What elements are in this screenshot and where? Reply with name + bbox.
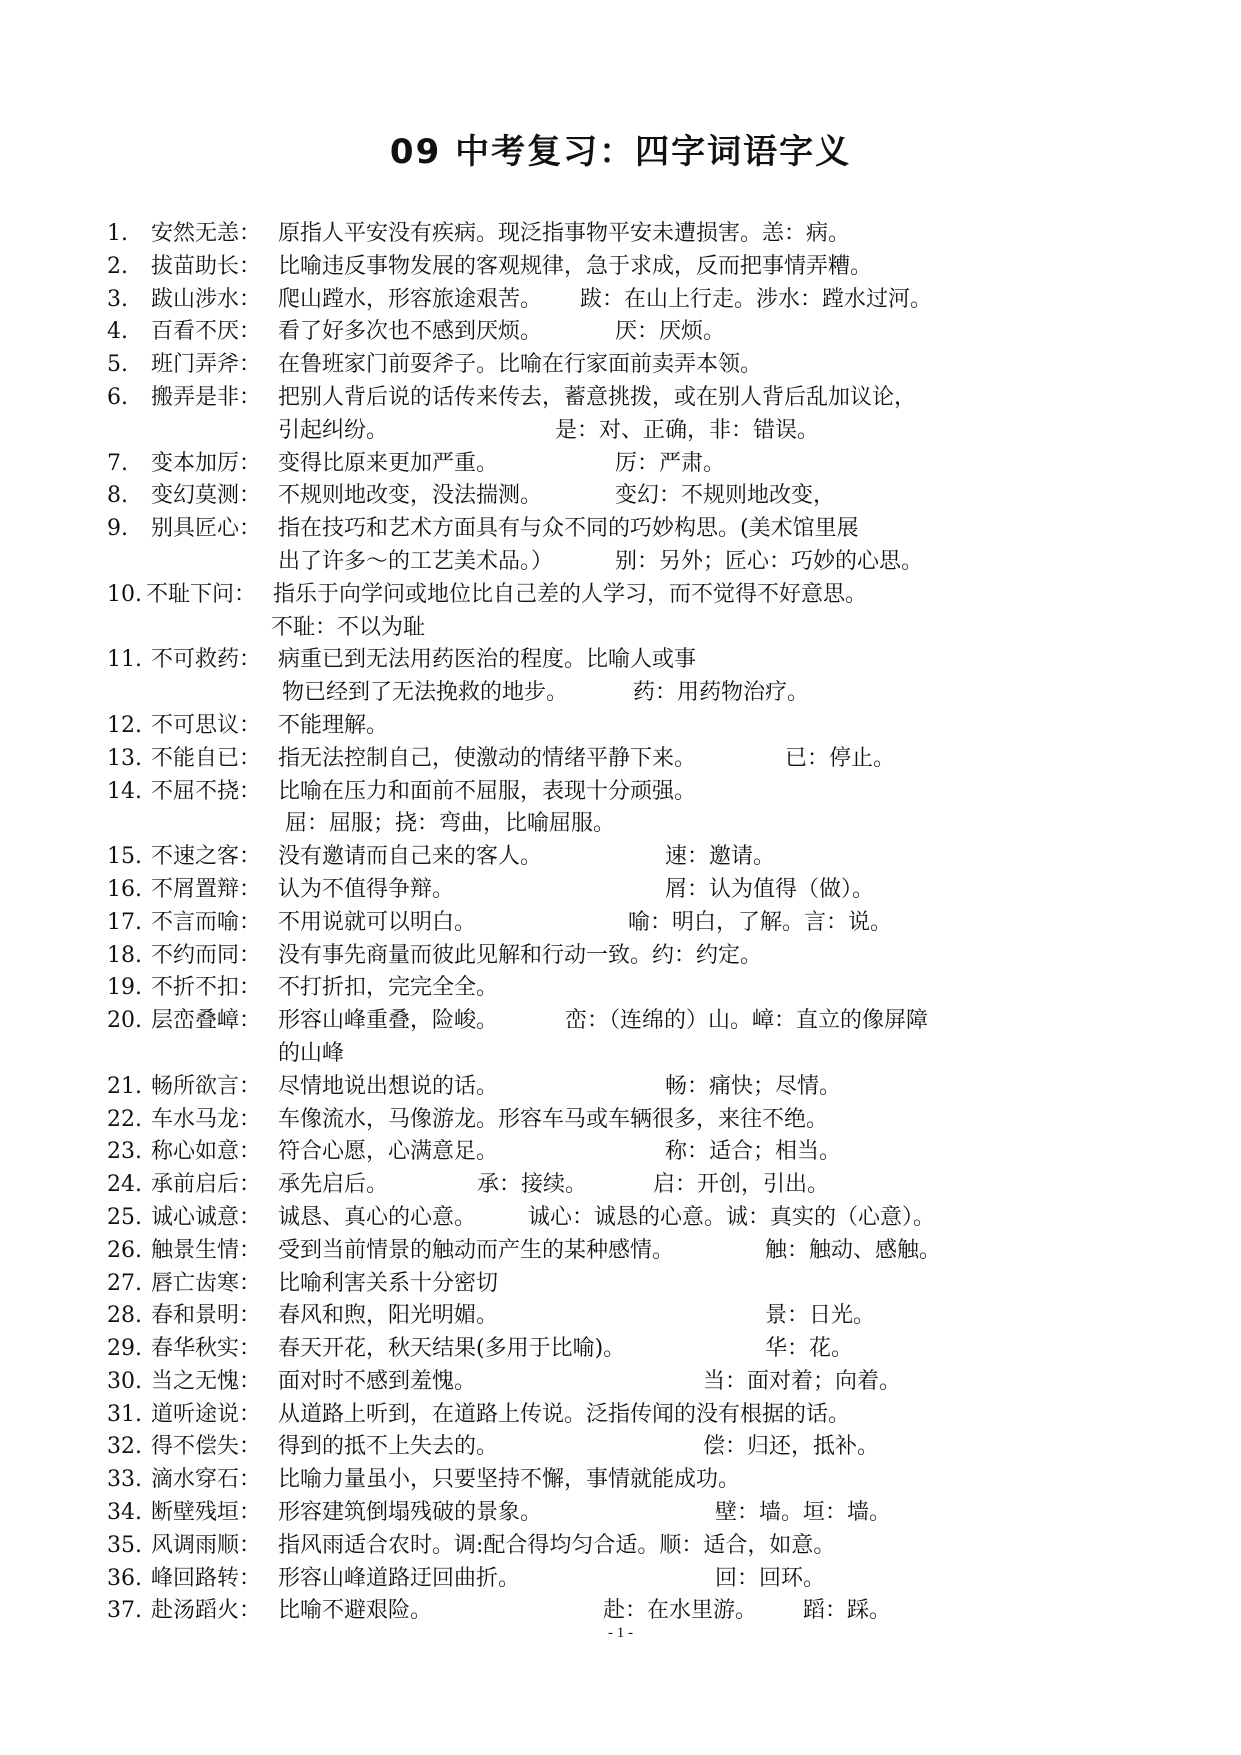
page-number: - 1 - [608, 1625, 633, 1641]
entry-term: 风调雨顺： [151, 1532, 262, 1558]
list-item [0, 1464, 1241, 1497]
list-item [0, 1136, 1241, 1169]
entry-number: 19. [107, 975, 142, 1001]
entry-note: 变幻：不规则地改变， [615, 483, 836, 509]
entry-definition: 比喻在压力和面前不屈服，表现十分顽强。 [278, 778, 697, 804]
entry-definition: 比喻不避艰险。 [278, 1598, 433, 1624]
entry-number: 17. [107, 909, 142, 935]
entry-number: 34. [107, 1500, 142, 1526]
entry-definition-continued: 屈：屈服；挠：弯曲，比喻屈服。 [285, 811, 616, 837]
entry-note: 药：用药物治疗。 [633, 680, 810, 706]
list-item [0, 251, 1241, 284]
list-item [0, 907, 1241, 940]
page-title: 09 中考复习：四字词语字义 [389, 132, 852, 172]
entry-definition: 不规则地改变，没法揣测。 [278, 483, 543, 509]
entry-definition: 不能理解。 [278, 712, 389, 738]
entry-definition: 诚恳、真心的心意。 [278, 1204, 477, 1230]
entry-term: 唇亡齿寒： [151, 1270, 262, 1296]
list-item [0, 316, 1241, 349]
entry-number: 10. [107, 581, 142, 607]
list-item [0, 1399, 1241, 1432]
entry-definition: 符合心愿，心满意足。 [278, 1139, 499, 1165]
entry-number: 7. [107, 450, 128, 476]
list-item [0, 513, 1241, 546]
list-item [0, 743, 1241, 776]
entry-number: 20. [107, 1008, 142, 1034]
entry-definition-continued: 的山峰 [278, 1040, 345, 1066]
entry-term [151, 218, 261, 251]
entry-definition: 从道路上听到，在道路上传说。泛指传闻的没有根据的话。 [278, 1401, 851, 1427]
entry-note: 峦：（连绵的）山。嶂：直立的像屏障 [565, 1008, 929, 1034]
list-item [0, 448, 1241, 481]
entry-definition: 形容建筑倒塌残破的景象。 [278, 1500, 543, 1526]
entry-note: 速：邀请。 [665, 844, 776, 870]
entry-term: 道听途说： [151, 1401, 262, 1427]
entry-number: 26. [107, 1237, 142, 1263]
entry-number: 14. [107, 778, 142, 804]
list-item [0, 1497, 1241, 1530]
entry-note: 华：花。 [765, 1336, 854, 1362]
list-item [0, 1202, 1241, 1235]
entry-definition: 形容山峰重叠，险峻。 [278, 1008, 499, 1034]
entry-definition: 比喻违反事物发展的客观规律，急于求成，反而把事情弄糟。 [278, 253, 873, 279]
entry-note: 触：触动、感触。 [765, 1237, 942, 1263]
list-item [0, 218, 1241, 251]
entry-note: 厉：严肃。 [615, 450, 726, 476]
entry-definition-continued: 物已经到了无法挽救的地步。 [282, 680, 569, 706]
entry-definition: 受到当前情景的触动而产生的某种感情。 [278, 1237, 675, 1263]
entry-definition: 指风雨适合农时。调:配合得均匀合适。顺：适合，如意。 [278, 1532, 836, 1558]
list-item [0, 1268, 1241, 1301]
entry-number: 5. [107, 352, 128, 378]
list-item [0, 284, 1241, 317]
list-item-continuation [0, 546, 1241, 579]
entry-term: 断壁残垣： [151, 1500, 262, 1526]
list-item-continuation [0, 808, 1241, 841]
entry-number: 21. [107, 1073, 142, 1099]
list-item [0, 1169, 1241, 1202]
list-item [0, 1366, 1241, 1399]
entry-note: 承：接续。 [477, 1172, 588, 1198]
entry-term: 春华秋实： [151, 1336, 262, 1362]
list-item [0, 1563, 1241, 1596]
entry-number: 31. [107, 1401, 142, 1427]
entry-definition: 认为不值得争辩。 [278, 876, 455, 902]
entry-note: 赴：在水里游。 [603, 1598, 758, 1624]
entry-number: 33. [107, 1467, 142, 1493]
entry-definition: 承先启后。 [278, 1172, 389, 1198]
list-item [0, 1595, 1241, 1628]
list-item [0, 1333, 1241, 1366]
entry-definition: 原指人平安没有疾病。现泛指事物平安未遭损害。恙：病。 [278, 221, 851, 246]
entry-number: 15. [107, 844, 142, 870]
entry-number: 35. [107, 1532, 142, 1558]
entry-definition: 没有事先商量而彼此见解和行动一致。约：约定。 [278, 942, 763, 968]
entry-note: 壁：墙。垣：墙。 [715, 1500, 892, 1526]
entry-number: 24. [107, 1172, 142, 1198]
entry-note: 景：日光。 [765, 1303, 876, 1329]
entry-number: 32. [107, 1434, 142, 1460]
entry-term: 当之无愧： [151, 1368, 262, 1394]
list-item [0, 1071, 1241, 1104]
entry-definition: 比喻力量虽小，只要坚持不懈，事情就能成功。 [278, 1467, 741, 1493]
entry-definition: 面对时不感到羞愧。 [278, 1368, 477, 1394]
entry-term: 不言而喻： [151, 909, 262, 935]
entry-number: 27. [107, 1270, 142, 1296]
entry-term: 触景生情： [151, 1237, 262, 1263]
entry-note: 称：适合；相当。 [665, 1139, 842, 1165]
list-item [0, 1431, 1241, 1464]
entry-term: 不速之客： [151, 844, 262, 870]
list-item-continuation [0, 612, 1241, 645]
entry-number: 28. [107, 1303, 142, 1329]
entry-term: 不耻下问： [146, 581, 257, 607]
entry-term: 得不偿失： [151, 1434, 262, 1460]
entry-number: 13. [107, 745, 142, 771]
entry-note: 跋：在山上行走。涉水：蹚水过河。 [580, 286, 933, 312]
entry-definition: 在鲁班家门前耍斧子。比喻在行家面前卖弄本领。 [278, 352, 763, 378]
list-item-continuation [0, 415, 1241, 448]
entry-note: 当：面对着；向着。 [703, 1368, 902, 1394]
entry-definition: 看了好多次也不感到厌烦。 [278, 319, 543, 345]
entry-number: 12. [107, 712, 142, 738]
entry-definition: 车像流水，马像游龙。形容车马或车辆很多，来往不绝。 [278, 1106, 829, 1132]
entry-definition-continued: 出了许多～的工艺美术品。） [278, 548, 554, 574]
list-item [0, 1235, 1241, 1268]
list-item [0, 349, 1241, 382]
entry-term: 变本加厉： [151, 450, 262, 476]
entry-term: 不折不扣： [151, 975, 262, 1001]
entry-number: 8. [107, 483, 128, 509]
entry-note-2: 启：开创，引出。 [653, 1172, 830, 1198]
entry-number: 9. [107, 516, 128, 542]
entry-definition: 变得比原来更加严重。 [278, 450, 499, 476]
entry-note: 诚心：诚恳的心意。诚：真实的（心意）。 [528, 1204, 936, 1230]
entry-note: 偿：归还，抵补。 [703, 1434, 880, 1460]
entry-note: 回：回环。 [715, 1565, 826, 1591]
list-item [0, 644, 1241, 677]
entry-note: 是：对、正确，非：错误。 [555, 417, 820, 443]
entry-definition-continued: 不耻：不以为耻 [271, 614, 426, 640]
entry-definition: 春天开花，秋天结果(多用于比喻)。 [278, 1336, 626, 1362]
entry-definition: 得到的抵不上失去的。 [278, 1434, 499, 1460]
entry-term: 滴水穿石： [151, 1467, 262, 1493]
entry-term: 班门弄斧： [151, 352, 262, 378]
entry-term: 不能自已： [151, 745, 262, 771]
entry-number: 29. [107, 1336, 142, 1362]
entry-note: 喻：明白，了解。言：说。 [628, 909, 893, 935]
list-item [0, 972, 1241, 1005]
entry-term: 承前启后： [151, 1172, 262, 1198]
entry-term: 拔苗助长： [151, 253, 262, 279]
entry-definition: 指乐于向学问或地位比自己差的人学习，而不觉得不好意思。 [273, 581, 868, 607]
entry-term: 称心如意： [151, 1139, 262, 1165]
entry-note: 厌：厌烦。 [615, 319, 726, 345]
list-item [0, 1300, 1241, 1333]
entry-number: 11. [107, 647, 142, 673]
list-item [0, 940, 1241, 973]
entry-definition: 不用说就可以明白。 [278, 909, 477, 935]
entry-number: 37. [107, 1598, 142, 1624]
entry-term: 诚心诚意： [151, 1204, 262, 1230]
entry-definition: 形容山峰道路迂回曲折。 [278, 1565, 521, 1591]
list-item [0, 1005, 1241, 1038]
entry-definition: 指无法控制自己，使激动的情绪平静下来。 [278, 745, 697, 771]
entry-number: 25. [107, 1204, 142, 1230]
entry-term: 不屈不挠： [151, 778, 262, 804]
entry-number: 3. [107, 286, 128, 312]
entry-term: 跋山涉水： [151, 286, 262, 312]
entry-number: 1. [107, 221, 128, 246]
entry-note: 畅：痛快；尽情。 [665, 1073, 842, 1099]
entry-term-text: 安然无恙： [151, 221, 262, 246]
entry-term: 不约而同： [151, 942, 262, 968]
entry-definition: 尽情地说出想说的话。 [278, 1073, 499, 1099]
entry-term: 不可思议： [151, 712, 262, 738]
entry-definition: 没有邀请而自己来的客人。 [278, 844, 543, 870]
entry-definition: 比喻利害关系十分密切 [278, 1270, 499, 1296]
entry-term: 畅所欲言： [151, 1073, 262, 1099]
entry-term: 赴汤蹈火： [151, 1598, 262, 1624]
entry-note: 已：停止。 [785, 745, 896, 771]
list-item [0, 841, 1241, 874]
entry-number: 22. [107, 1106, 142, 1132]
entry-number: 16. [107, 876, 142, 902]
entry-definition-continued: 引起纠纷。 [278, 417, 389, 443]
entry-note-2: 蹈：踩。 [803, 1598, 892, 1624]
entry-number: 4. [107, 319, 128, 345]
entry-term: 不可救药： [151, 647, 262, 673]
entry-note: 屑：认为值得（做）。 [665, 876, 875, 902]
list-item [0, 579, 1241, 612]
list-item [0, 710, 1241, 743]
entry-definition: 春风和煦，阳光明媚。 [278, 1303, 499, 1329]
entry-term: 层峦叠嶂： [151, 1008, 262, 1034]
entry-term: 车水马龙： [151, 1106, 262, 1132]
list-item [0, 382, 1241, 415]
entry-term: 别具匠心： [151, 516, 262, 542]
entry-term: 百看不厌： [151, 319, 262, 345]
entry-note: 别：另外；匠心：巧妙的心思。 [615, 548, 924, 574]
list-item [0, 874, 1241, 907]
entry-definition: 爬山蹚水，形容旅途艰苦。 [278, 286, 543, 312]
list-item [0, 480, 1241, 513]
list-item-continuation [0, 677, 1241, 710]
entry-number: 36. [107, 1565, 142, 1591]
list-item-continuation [0, 1038, 1241, 1071]
entry-term: 峰回路转： [151, 1565, 262, 1591]
entry-term: 变幻莫测： [151, 483, 262, 509]
entry-number: 6. [107, 384, 128, 410]
list-item [0, 1530, 1241, 1563]
list-item [0, 1104, 1241, 1137]
entry-definition: 指在技巧和艺术方面具有与众不同的巧妙构思。(美术馆里展 [278, 516, 859, 542]
list-item [0, 776, 1241, 809]
entry-term: 不屑置辩： [151, 876, 262, 902]
entry-term: 春和景明： [151, 1303, 262, 1329]
entry-number: 18. [107, 942, 142, 968]
entry-definition: 把别人背后说的话传来传去，蓄意挑拨，或在别人背后乱加议论， [278, 384, 917, 410]
entry-number: 30. [107, 1368, 142, 1394]
entry-definition: 不打折扣，完完全全。 [278, 975, 499, 1001]
entry-definition: 病重已到无法用药医治的程度。比喻人或事 [278, 647, 697, 673]
entry-number: 2. [107, 253, 128, 279]
entry-term: 搬弄是非： [151, 384, 262, 410]
entry-list [0, 218, 1241, 1628]
entry-number: 23. [107, 1139, 142, 1165]
